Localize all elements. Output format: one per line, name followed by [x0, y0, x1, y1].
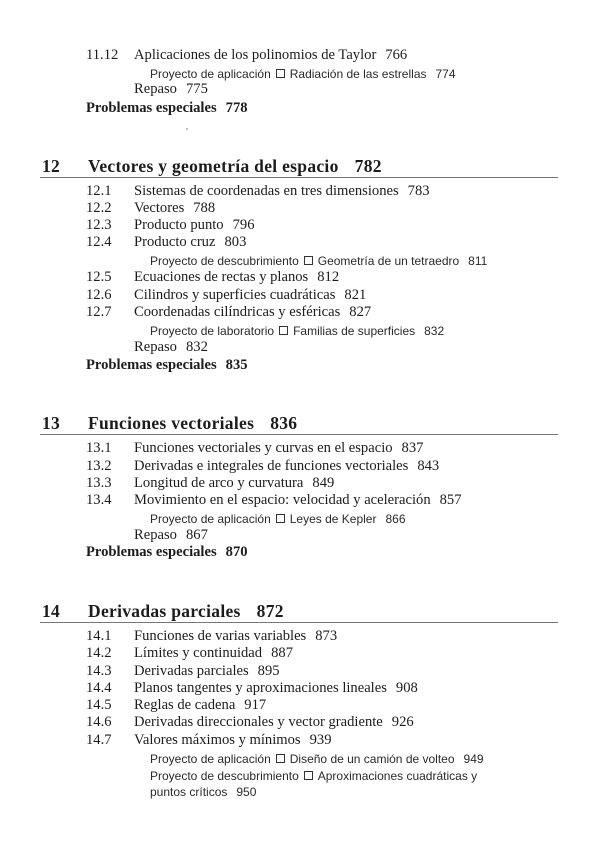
- project-entry: [150, 769, 477, 783]
- page-number: 783: [407, 183, 430, 199]
- section-title: Movimiento en el espacio: velocidad y aceleración: [134, 492, 431, 508]
- special-problems-label: Problemas especiales: [86, 357, 217, 373]
- project-type: Proyecto de aplicación: [150, 752, 271, 766]
- checkbox-bullet-icon: [276, 514, 285, 523]
- toc-entry: [86, 714, 414, 731]
- page-number: 835: [225, 357, 248, 373]
- page-number: 812: [317, 269, 340, 285]
- section-title: Límites y continuidad: [134, 645, 263, 661]
- page-number: 950: [236, 785, 257, 799]
- section-title: Planos tangentes y aproximaciones lineales: [134, 680, 387, 696]
- page-number: 778: [225, 100, 248, 116]
- project-entry: [150, 752, 484, 766]
- review-label: Repaso: [134, 339, 177, 355]
- toc-entry: [86, 492, 462, 509]
- page-number: 895: [257, 663, 280, 679]
- project-title: Leyes de Kepler: [289, 512, 377, 526]
- section-title: Producto punto: [134, 217, 224, 233]
- project-type: Proyecto de descubrimiento: [150, 254, 299, 268]
- chapter-title: Derivadas parciales: [88, 601, 241, 621]
- section-title: Derivadas parciales: [134, 663, 249, 679]
- special-problems-entry: [86, 357, 248, 374]
- chapter-number: 13: [42, 413, 61, 433]
- project-type: Proyecto de aplicación: [150, 512, 271, 526]
- chapter-heading: [42, 413, 297, 434]
- project-title: Familias de superficies: [293, 324, 416, 338]
- section-number: 13.4: [86, 492, 112, 508]
- page-number: 832: [424, 324, 445, 338]
- section-number: 14.5: [86, 697, 112, 713]
- chapter-heading: [42, 156, 382, 177]
- section-title: Vectores: [134, 200, 185, 216]
- page-number: 796: [232, 217, 255, 233]
- section-number: 13.2: [86, 458, 112, 474]
- section-number: 14.2: [86, 645, 112, 661]
- print-speck: [186, 128, 188, 130]
- section-title: Coordenadas cilíndricas y esféricas: [134, 304, 341, 320]
- project-title: Radiación de las estrellas: [289, 67, 427, 81]
- toc-entry: [86, 697, 266, 714]
- chapter-rule: [40, 622, 558, 623]
- section-number: 13.3: [86, 475, 112, 491]
- page-number: 782: [354, 156, 382, 176]
- project-entry: [150, 67, 456, 81]
- page-number: 857: [439, 492, 462, 508]
- project-title: Aproximaciones cuadráticas y: [317, 769, 478, 783]
- section-number: 12.2: [86, 200, 112, 216]
- section-title: Valores máximos y mínimos: [134, 732, 301, 748]
- toc-entry: [86, 200, 215, 217]
- page-number: 766: [385, 47, 408, 63]
- checkbox-bullet-icon: [304, 771, 313, 780]
- checkbox-bullet-icon: [276, 754, 285, 763]
- checkbox-bullet-icon: [279, 326, 288, 335]
- page-number: 926: [391, 714, 414, 730]
- toc-entry: [86, 663, 280, 680]
- project-type: Proyecto de descubrimiento: [150, 769, 299, 783]
- project-entry-continuation: [150, 785, 256, 799]
- section-number: 14.6: [86, 714, 112, 730]
- toc-entry: [86, 645, 293, 662]
- section-title: Cilindros y superficies cuadráticas: [134, 287, 336, 303]
- section-title: Funciones de varias variables: [134, 628, 307, 644]
- page-number: 917: [244, 697, 267, 713]
- page-number: 872: [256, 601, 284, 621]
- project-entry: [150, 512, 406, 526]
- section-title: Reglas de cadena: [134, 697, 236, 713]
- page-number: 949: [463, 752, 484, 766]
- toc-entry: [86, 732, 332, 749]
- special-problems-entry: [86, 544, 248, 561]
- toc-entry: [86, 458, 439, 475]
- page-number: 832: [185, 339, 208, 355]
- special-problems-entry: [86, 100, 248, 117]
- review-label: Repaso: [134, 527, 177, 543]
- page-number: 811: [468, 254, 488, 268]
- page-number: 870: [225, 544, 248, 560]
- page-number: 849: [312, 475, 335, 491]
- section-number: 12.5: [86, 269, 112, 285]
- section-number: 13.1: [86, 440, 112, 456]
- checkbox-bullet-icon: [276, 69, 285, 78]
- page-number: 843: [417, 458, 440, 474]
- review-label: Repaso: [134, 81, 177, 97]
- toc-entry: [86, 269, 339, 286]
- section-title: Funciones vectoriales y curvas en el espacio: [134, 440, 393, 456]
- section-title: Producto cruz: [134, 234, 216, 250]
- toc-entry: [86, 628, 337, 645]
- chapter-title: Vectores y geometría del espacio: [88, 156, 339, 176]
- section-number: 14.1: [86, 628, 112, 644]
- page-number: 908: [395, 680, 418, 696]
- chapter-number: 14: [42, 601, 61, 621]
- toc-entry: [86, 217, 254, 234]
- page-number: 887: [271, 645, 293, 661]
- page-number: 775: [185, 81, 208, 97]
- project-entry: [150, 254, 487, 268]
- review-entry: [134, 81, 208, 98]
- page-number: 873: [315, 628, 338, 644]
- page-number: 939: [309, 732, 332, 748]
- toc-entry: [86, 475, 334, 492]
- chapter-number: 12: [42, 156, 61, 176]
- section-number: 12.7: [86, 304, 112, 320]
- page-number: 774: [435, 67, 456, 81]
- special-problems-label: Problemas especiales: [86, 100, 217, 116]
- section-number: 12.4: [86, 234, 112, 250]
- page-number: 837: [401, 440, 424, 456]
- section-title: Ecuaciones de rectas y planos: [134, 269, 309, 285]
- page-number: 827: [349, 304, 372, 320]
- section-title: Aplicaciones de los polinomios de Taylor: [134, 47, 377, 63]
- project-title: Geometría de un tetraedro: [317, 254, 460, 268]
- page-number: 803: [224, 234, 247, 250]
- section-number: 14.4: [86, 680, 112, 696]
- section-number: 12.1: [86, 183, 112, 199]
- project-title: puntos críticos: [150, 785, 228, 799]
- toc-entry: [86, 287, 366, 304]
- section-title: Longitud de arco y curvatura: [134, 475, 304, 491]
- review-entry: [134, 339, 208, 356]
- section-title: Derivadas e integrales de funciones vectoriales: [134, 458, 409, 474]
- page-number: 866: [385, 512, 406, 526]
- chapter-rule: [40, 434, 558, 435]
- section-title: Derivadas direccionales y vector gradiente: [134, 714, 383, 730]
- toc-entry: [86, 234, 246, 251]
- project-type: Proyecto de laboratorio: [150, 324, 275, 338]
- chapter-heading: [42, 601, 284, 622]
- toc-entry: [86, 680, 418, 697]
- chapter-rule: [40, 177, 558, 178]
- project-title: Diseño de un camión de volteo: [289, 752, 455, 766]
- toc-entry: [86, 183, 430, 200]
- toc-entry: [86, 440, 423, 457]
- checkbox-bullet-icon: [304, 256, 313, 265]
- section-title: Sistemas de coordenadas en tres dimensiones: [134, 183, 399, 199]
- page-number: 836: [270, 413, 298, 433]
- chapter-title: Funciones vectoriales: [88, 413, 255, 433]
- section-number: 12.3: [86, 217, 112, 233]
- project-entry: [150, 324, 444, 338]
- toc-entry: [86, 304, 371, 321]
- section-number: 14.3: [86, 663, 112, 679]
- project-type: Proyecto de aplicación: [150, 67, 271, 81]
- section-number: 12.6: [86, 287, 112, 303]
- review-entry: [134, 527, 208, 544]
- page-number: 788: [193, 200, 216, 216]
- page-number: 867: [185, 527, 208, 543]
- section-number: 14.7: [86, 732, 112, 748]
- toc-entry: [86, 47, 407, 64]
- special-problems-label: Problemas especiales: [86, 544, 217, 560]
- page-number: 821: [344, 287, 367, 303]
- section-number: 11.12: [86, 47, 119, 63]
